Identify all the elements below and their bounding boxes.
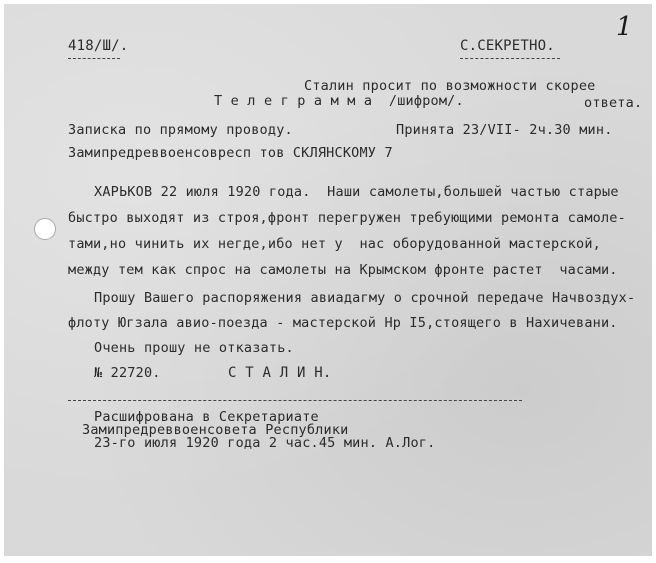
reference-underline (68, 58, 120, 59)
signature: С Т А Л И Н. (228, 365, 332, 381)
received-time: Принята 23/VII- 2ч.30 мин. (396, 122, 613, 138)
body-line: Очень прошу не отказать. (94, 340, 294, 356)
classification-stamp: С.СЕКРЕТНО. (460, 38, 555, 54)
stalin-request-note: Сталин просит по возможности скорее (304, 78, 596, 94)
telegram-document (4, 4, 652, 556)
classification-underline (460, 58, 560, 59)
telegram-number: № 22720. (94, 365, 161, 381)
direct-wire-note: Записка по прямому проводу. (68, 122, 293, 138)
body-line: Прошу Вашего распоряжения авиадагму о срочной передаче Начвоздух- (94, 290, 636, 306)
punch-hole (34, 218, 56, 240)
stalin-request-note-end: ответа. (584, 95, 643, 111)
telegram-title: Т е л е г р а м м а /шифром/. (214, 93, 464, 109)
separator-line (68, 400, 522, 401)
handwritten-page-number: 1 (616, 12, 633, 42)
decoded-line: Замипредреввоенсовета Республики (82, 422, 349, 438)
body-line: флоту Югзала авио-поезда - мастерской Нр I5,стоящего в Нахичевани. (68, 315, 618, 331)
body-line: тами,но чинить их негде,ибо нет у нас оборудованной мастерской, (68, 236, 601, 252)
body-line: быстро выходят из строя,фронт перегружен требующими ремонта самоле- (68, 210, 626, 226)
body-line: ХАРЬКОВ 22 июля 1920 года. Наши самолеты,большей частью старые (94, 184, 619, 200)
decoded-line: Расшифрована в Секретариате (94, 409, 319, 425)
body-line: между тем как спрос на самолеты на Крымском фронте растет часами. (68, 262, 618, 278)
addressee-line: Замипредреввоенсовресп тов СКЛЯНСКОМУ 7 (68, 145, 393, 161)
document-reference: 418/Ш/. (68, 38, 129, 54)
decoded-line: 23-го июля 1920 года 2 час.45 мин. А.Лог. (94, 435, 436, 451)
